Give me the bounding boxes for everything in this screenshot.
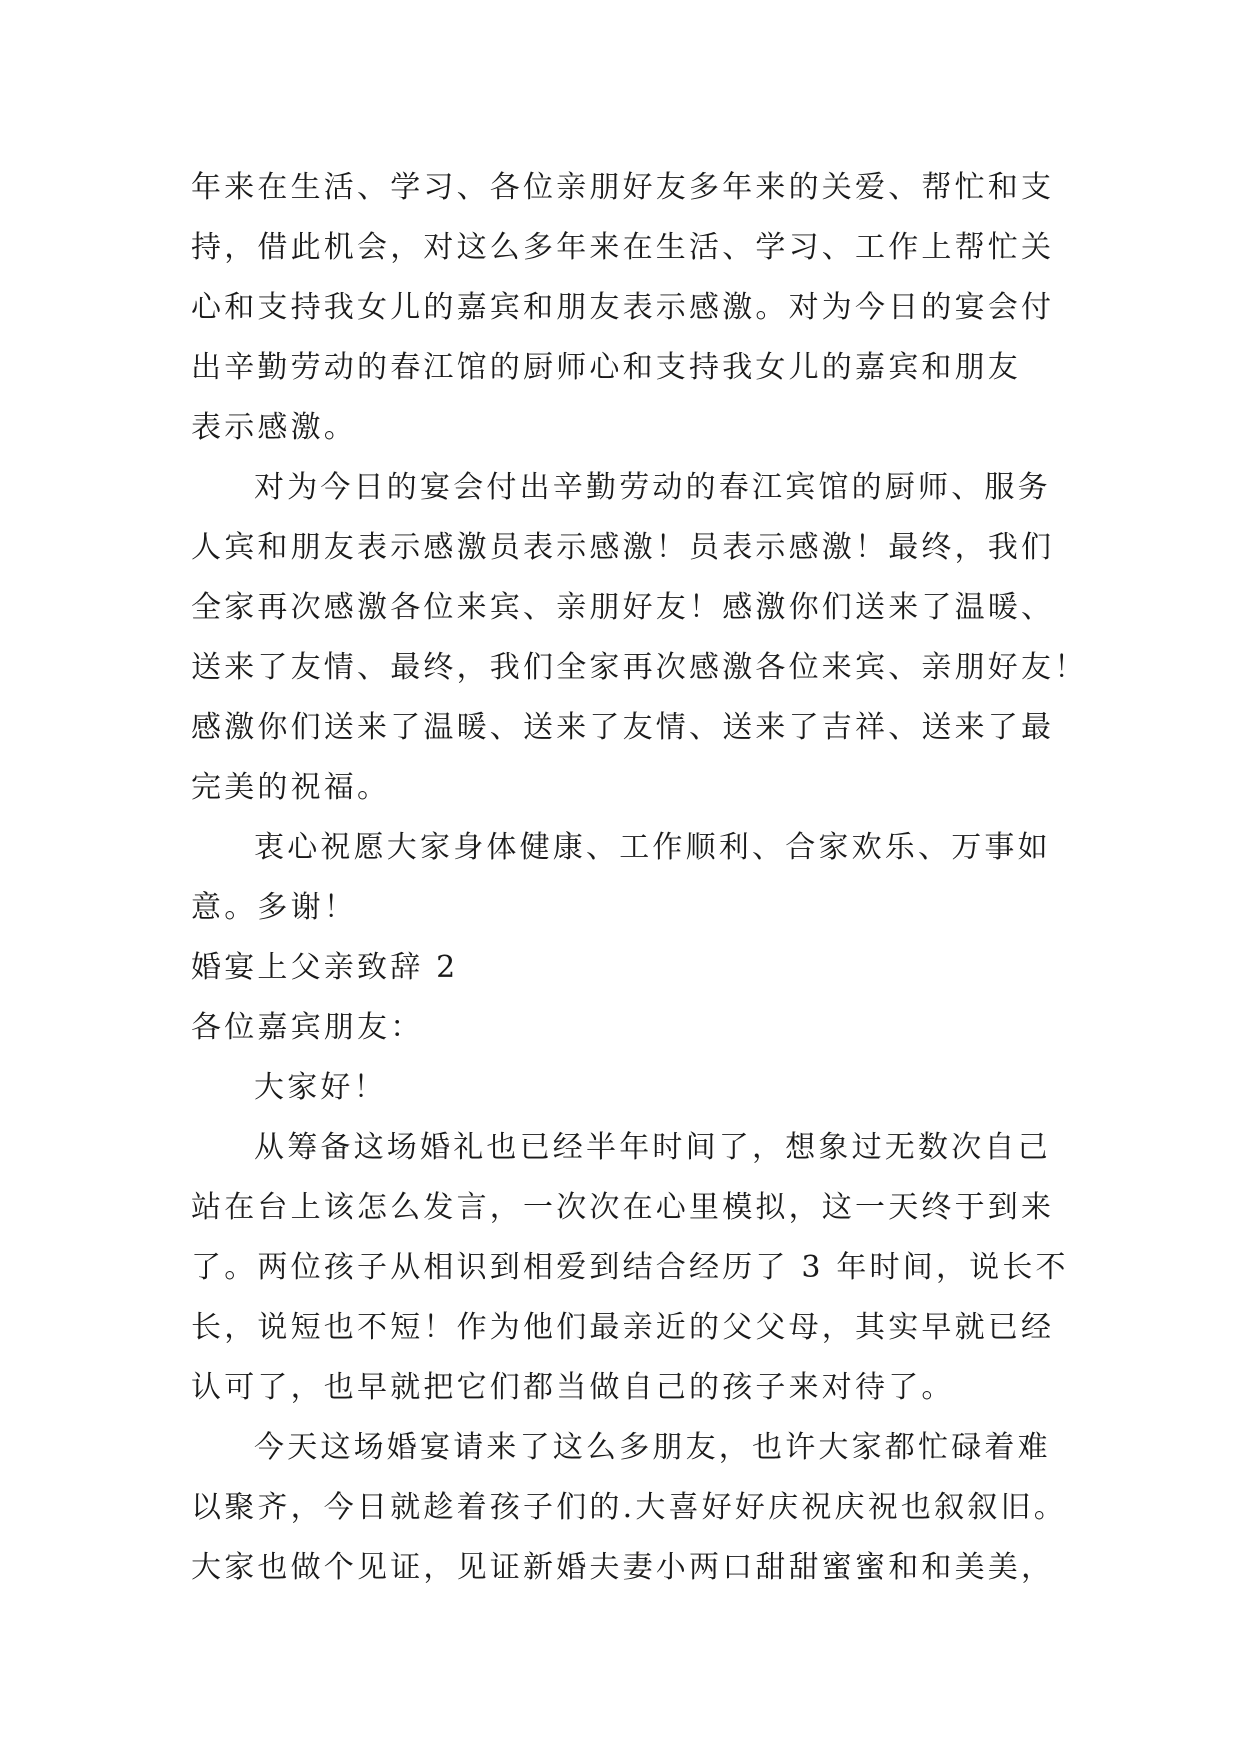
section-heading: 婚宴上父亲致辞 2 xyxy=(191,950,459,985)
greeting: 大家好！ xyxy=(254,1070,387,1105)
text-line: 了。两位孩子从相识到相爱到结合经历了 3 年时间，说长不 xyxy=(191,1250,1069,1285)
text-line: 感激你们送来了温暖、送来了友情、送来了吉祥、送来了最 xyxy=(191,710,1055,745)
document-body xyxy=(191,158,1088,1598)
text-line: 长，说短也不短！作为他们最亲近的父父母，其实早就已经 xyxy=(191,1310,1055,1345)
text-line: 心和支持我女儿的嘉宾和朋友表示感激。对为今日的宴会付 xyxy=(191,290,1055,325)
text-line: 出辛勤劳动的春江馆的厨师心和支持我女儿的嘉宾和朋友 xyxy=(191,350,1021,385)
text-line: 站在台上该怎么发言，一次次在心里模拟，这一天终于到来 xyxy=(191,1190,1055,1225)
text-line: 完美的祝福。 xyxy=(191,770,391,805)
paragraph-start-line: 对为今日的宴会付出辛勤劳动的春江宾馆的厨师、服务 xyxy=(254,470,1051,505)
text-line: 年来在生活、学习、各位亲朋好友多年来的关爱、帮忙和支 xyxy=(191,170,1055,205)
text-line: 表示感激。 xyxy=(191,410,357,445)
paragraph-start-line: 衷心祝愿大家身体健康、工作顺利、合家欢乐、万事如 xyxy=(254,830,1051,865)
text-line: 持，借此机会，对这么多年来在生活、学习、工作上帮忙关 xyxy=(191,230,1055,265)
text-line: 全家再次感激各位来宾、亲朋好友！感激你们送来了温暖、 xyxy=(191,590,1055,625)
text-line: 大家也做个见证，见证新婚夫妻小两口甜甜蜜蜜和和美美， xyxy=(191,1550,1055,1585)
text-line: 以聚齐，今日就趁着孩子们的.大喜好好庆祝庆祝也叙叙旧。 xyxy=(191,1490,1067,1525)
paragraph-start-line: 今天这场婚宴请来了这么多朋友，也许大家都忙碌着难 xyxy=(254,1430,1051,1465)
text-line: 认可了，也早就把它们都当做自己的孩子来对待了。 xyxy=(191,1370,955,1405)
text-line: 人宾和朋友表示感激员表示感激！员表示感激！最终，我们 xyxy=(191,530,1055,565)
paragraph-start-line: 从筹备这场婚礼也已经半年时间了，想象过无数次自己 xyxy=(254,1130,1051,1165)
text-line: 送来了友情、最终，我们全家再次感激各位来宾、亲朋好友！ xyxy=(191,650,1088,685)
salutation: 各位嘉宾朋友： xyxy=(191,1010,424,1045)
text-line: 意。多谢！ xyxy=(191,890,357,925)
